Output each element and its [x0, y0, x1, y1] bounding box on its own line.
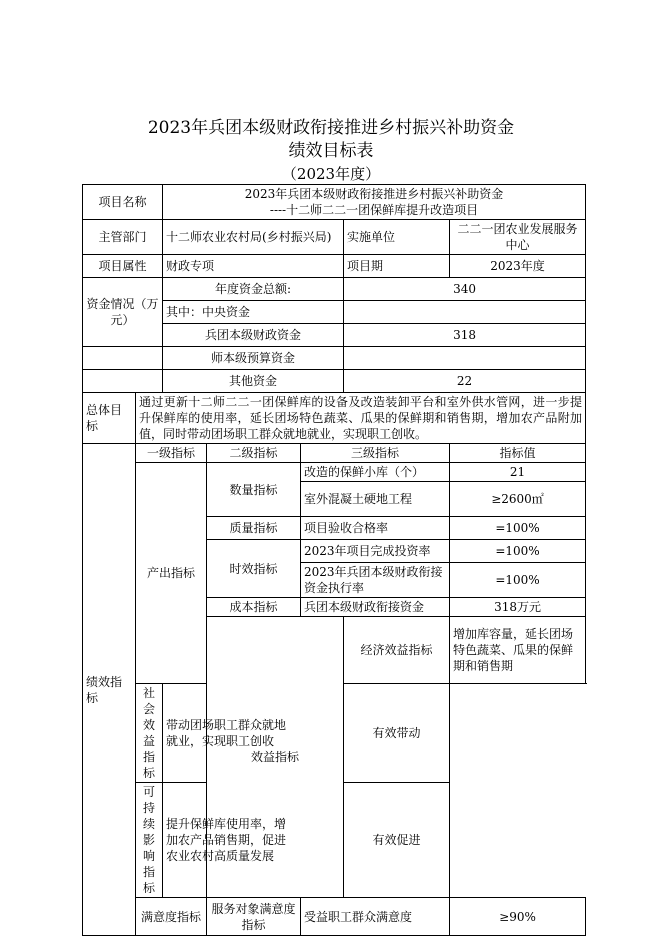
goal-text: 通过更新十二师二二一团保鲜库的设备及改造装卸平台和室外供水管网，进一步提升保鲜库的使用率，延长团场特色蔬菜、瓜果的保鲜期和销售期，增加农产品附加值，同时带动团场职工群众就地就业，实现职工创收。 — [136, 393, 586, 444]
sustain-label: 可持续影响指标 — [136, 783, 163, 898]
funds-label: 资金情况（万元） — [83, 278, 163, 347]
period-value: 2023年度 — [450, 255, 586, 278]
attr-label: 项目属性 — [83, 255, 163, 278]
q1-name: 改造的保鲜小库（个） — [301, 463, 450, 482]
cost-name: 兵团本级财政衔接资金 — [301, 598, 450, 617]
blank-cell — [83, 370, 163, 393]
hdr-level3: 三级指标 — [301, 444, 450, 463]
period-label: 项目期 — [344, 255, 450, 278]
t2-value: =100% — [450, 563, 586, 598]
t2-name: 2023年兵团本级财政衔接资金执行率 — [301, 563, 450, 598]
satis-name: 受益职工群众满意度 — [301, 898, 450, 936]
blank-cell — [83, 347, 163, 370]
qa-value: =100% — [450, 517, 586, 540]
attr-value: 财政专项 — [163, 255, 344, 278]
project-name-line2: ----十二师二二一团保鲜库提升改造项目 — [269, 203, 479, 217]
sustain-value: 有效促进 — [344, 783, 450, 898]
performance-table — [82, 184, 586, 936]
project-name-line1: 2023年兵团本级财政衔接推进乡村振兴补助资金 — [244, 187, 504, 201]
project-name-value — [163, 185, 586, 220]
project-name-label: 项目名称 — [83, 185, 163, 220]
econ-label: 经济效益指标 — [344, 617, 450, 684]
perf-label: 绩效指标 — [83, 444, 136, 936]
funds-bingtuan-value: 318 — [344, 324, 586, 347]
satis-label: 满意度指标 — [136, 898, 207, 936]
quantity-label: 数量指标 — [207, 463, 301, 517]
output-label: 产出指标 — [136, 463, 207, 684]
t1-value: =100% — [450, 540, 586, 563]
impl-label: 实施单位 — [344, 220, 450, 255]
social-value: 有效带动 — [344, 684, 450, 783]
funds-other-value: 22 — [344, 370, 586, 393]
hdr-value: 指标值 — [450, 444, 586, 463]
funds-bingtuan-label: 兵团本级财政资金 — [163, 324, 344, 347]
hdr-level1: 一级指标 — [136, 444, 207, 463]
funds-division-label: 师本级预算资金 — [163, 347, 344, 370]
hdr-level2: 二级指标 — [207, 444, 301, 463]
qa-name: 项目验收合格率 — [301, 517, 450, 540]
doc-title: 2023年兵团本级财政衔接推进乡村振兴补助资金 — [147, 118, 515, 138]
quality-label: 质量指标 — [207, 517, 301, 540]
goal-label: 总体目标 — [83, 393, 136, 444]
satis-value: ≥90% — [450, 898, 586, 936]
cost-label: 成本指标 — [207, 598, 301, 617]
t1-name: 2023年项目完成投资率 — [301, 540, 450, 563]
funds-total-value: 340 — [344, 278, 586, 301]
funds-central-value — [344, 301, 586, 324]
q2-name: 室外混凝土硬地工程 — [301, 482, 450, 517]
funds-central-label: 其中：中央资金 — [163, 301, 344, 324]
social-name: 带动团场职工群众就地就业，实现职工创收 — [163, 684, 301, 783]
cost-value: 318万元 — [450, 598, 586, 617]
benefit-label: 效益指标 — [207, 617, 344, 898]
funds-total-label: 年度资金总额: — [163, 278, 344, 301]
q1-value: 21 — [450, 463, 586, 482]
time-label: 时效指标 — [207, 540, 301, 598]
dept-label: 主管部门 — [83, 220, 163, 255]
sustain-name: 提升保鲜库使用率，增加农产品销售期，促进农业农村高质量发展 — [163, 783, 301, 898]
impl-value: 二二一团农业发展服务中心 — [450, 220, 586, 255]
satis-l2: 服务对象满意度指标 — [207, 898, 301, 936]
social-label: 社会效益指标 — [136, 684, 163, 783]
econ-name: 增加库容量，延长团场特色蔬菜、瓜果的保鲜期和销售期 — [450, 617, 586, 684]
funds-other-label: 其他资金 — [163, 370, 344, 393]
q2-value: ≥2600㎡ — [450, 482, 586, 517]
doc-subtitle: 绩效目标表 — [288, 141, 374, 161]
doc-year: （2023年度） — [281, 165, 381, 183]
dept-value: 十二师农业农村局(乡村振兴局) — [163, 220, 344, 255]
funds-division-value — [344, 347, 586, 370]
